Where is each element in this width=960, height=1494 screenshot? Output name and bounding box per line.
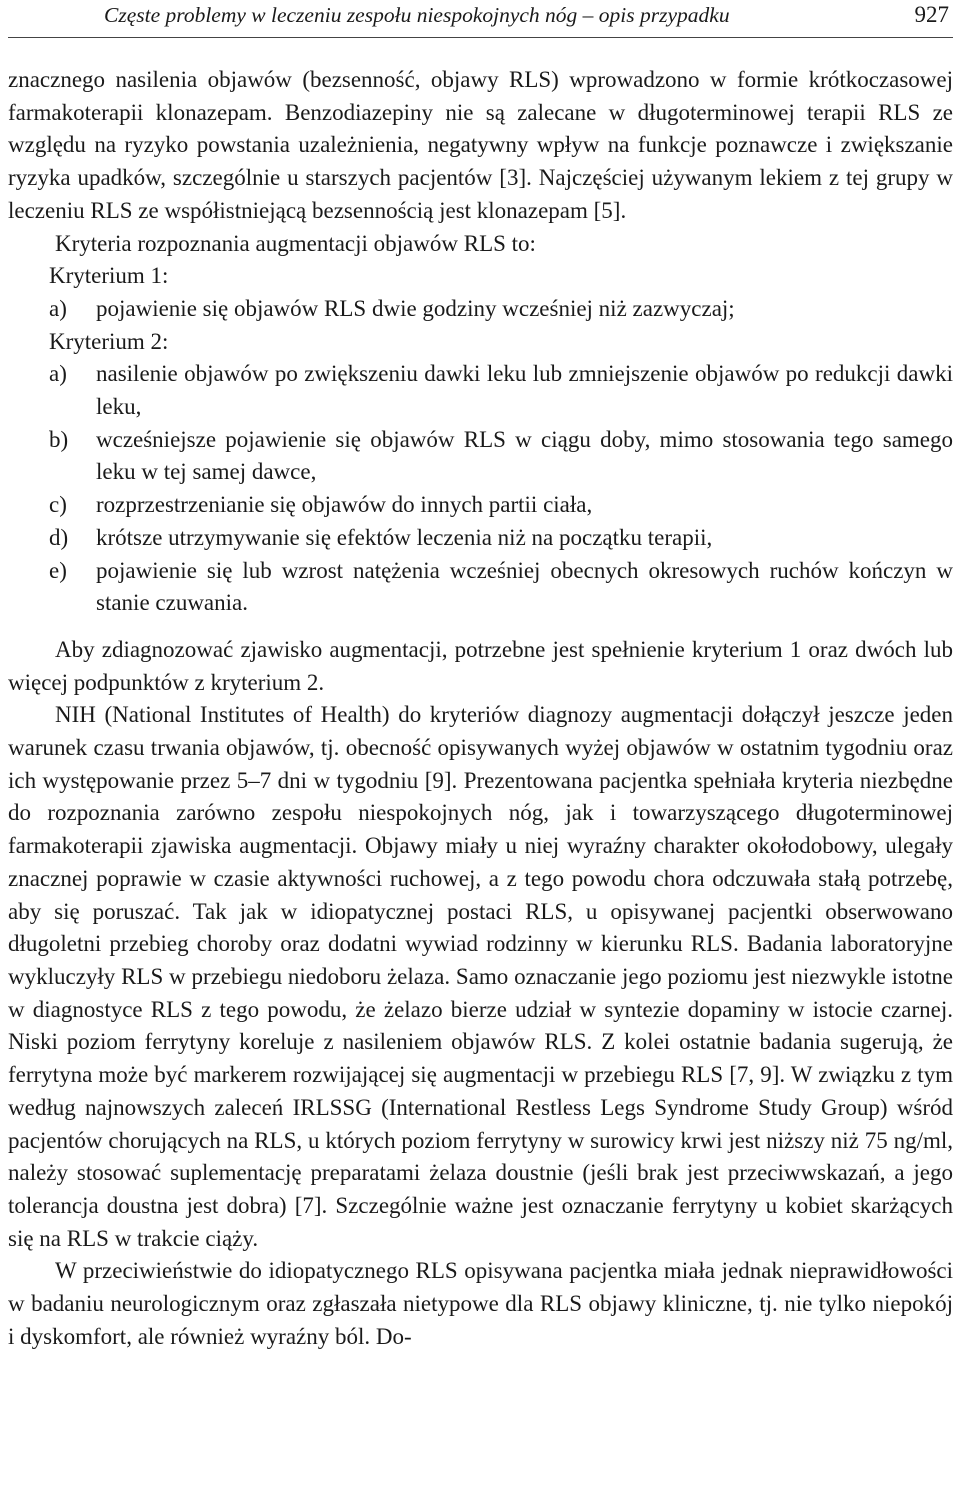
criterion-2-list (8, 358, 953, 620)
list-item (49, 293, 953, 326)
list-item (49, 424, 953, 489)
section-spacer (8, 620, 953, 634)
paragraph-nih: NIH (National Institutes of Health) do kryteriów diagnozy augmentacji dołączył jeszcze jeden warunek czasu trwania objawów, tj. obecność opisywanych wyżej objawów w ostatnim tygodniu oraz ich występowanie przez 5–7 dni w tygodniu [9]. Prezentowana pacjentka spełniała kryteria niezbędne do rozpoznania zarówno zespołu niespokojnych nóg, jak i towarzyszącego długoterminowej farmakoterapii zjawiska augmentacji. Objawy miały u niej wyraźny charakter okołodobowy, ulegały znacznej poprawie w czasie aktywności ruchowej, a z tego powodu chora odczuwała stałą potrzebę, aby się poruszać. Tak jak w idiopatycznej postaci RLS, u opisywanej pacjentki obserwowano długoletni przebieg choroby oraz dodatni wywiad rodzinny w kierunku RLS. Badania laboratoryjne wykluczyły RLS w przebiegu niedoboru żelaza. Samo oznaczanie jego poziomu jest niezwykle istotne w diagnostyce RLS z tego powodu, że żelazo bierze udział w syntezie dopaminy w istocie czarnej. Niski poziom ferrytyny koreluje z nasileniem objawów RLS. Z kolei ostatnie badania sugerują, że ferrytyna może być markerem rozwijającej się augmentacji w przebiegu RLS [7, 9]. W związku z tym według najnowszych zaleceń IRLSSG (International Restless Legs Syndrome Study Group) wśród pacjentów chorujących na RLS, u których poziom ferrytyny w surowicy krwi jest niższy niż 75 ng/ml, należy stosować suplementację preparatami żelaza doustnie (jeśli brak jest przeciwwskazań, a jego tolerancja doustna jest dobra) [7]. Szczególnie ważne jest oznaczanie ferrytyny u kobiet skarżących się na RLS w trakcie ciąży. (8, 702, 953, 1251)
paragraph-continuation: znacznego nasilenia objawów (bezsenność, objawy RLS) wprowadzono w formie krótkoczasowej farmakoterapii klonazepam. Benzodiazepiny nie są zalecane w długoterminowej terapii RLS ze względu na ryzyko powstania uzależnienia, negatywny wpływ na funkcje poznawcze i zwiększanie ryzyka upadków, szczególnie u starszych pacjentów [3]. Najczęściej używanym lekiem z tej grupy w leczeniu RLS ze współistniejącą bezsennością jest klonazepam [5]. (8, 67, 953, 223)
paragraph-contrast: W przeciwieństwie do idiopatycznego RLS opisywana pacjentka miała jednak nieprawidłowości w badaniu neurologicznym oraz zgłaszała nietypowe dla RLS objawy kliniczne, tj. nie tylko niepokój i dyskomfort, ale również wyraźny ból. Do- (8, 1258, 953, 1349)
criteria-intro: Kryteria rozpoznania augmentacji objawów RLS to: (55, 230, 536, 256)
running-header (8, 0, 953, 38)
list-item (49, 489, 953, 522)
list-item-text: nasilenie objawów po zwiększeniu dawki leku lub zmniejszenie objawów po redukcji dawki leku, (96, 361, 953, 420)
list-marker: a) (49, 295, 67, 321)
list-item-text: rozprzestrzenianie się objawów do innych partii ciała, (96, 492, 593, 518)
list-marker: a) (49, 361, 67, 387)
list-marker: d) (49, 524, 69, 550)
running-header-title: Częste problemy w leczeniu zespołu niespokojnych nóg – opis przypadku (104, 3, 730, 27)
list-item (49, 555, 953, 620)
list-item (49, 358, 953, 423)
list-item-text: pojawienie się lub wzrost natężenia wcześniej obecnych okresowych ruchów kończyn w stanie czuwania. (96, 557, 953, 616)
list-marker: e) (49, 557, 67, 583)
paragraph-diagnosis: Aby zdiagnozować zjawisko augmentacji, potrzebne jest spełnienie kryterium 1 oraz dwóch lub więcej podpunktów z kryterium 2. (8, 636, 953, 695)
list-item-text: wcześniejsze pojawienie się objawów RLS w ciągu doby, mimo stosowania tego samego leku w tej samej dawce, (96, 426, 953, 485)
criterion-1-list (8, 293, 953, 326)
list-marker: c) (49, 492, 67, 518)
article-body (8, 64, 953, 1353)
list-item-text: krótsze utrzymywanie się efektów leczenia niż na początku terapii, (96, 524, 713, 550)
page-number: 927 (914, 2, 949, 27)
list-item (49, 522, 953, 555)
criterion-2-label: Kryterium 2: (49, 328, 169, 354)
criterion-1-label: Kryterium 1: (49, 263, 169, 289)
list-item-text: pojawienie się objawów RLS dwie godziny wcześniej niż zazwyczaj; (96, 295, 735, 321)
list-marker: b) (49, 426, 69, 452)
